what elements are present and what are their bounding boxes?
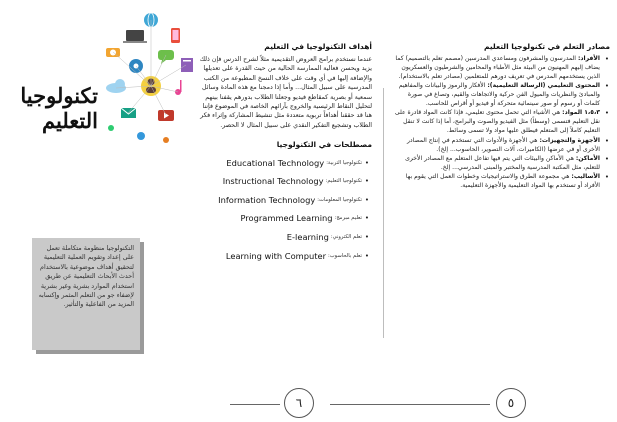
dot-icon [163, 137, 169, 143]
sources-heading: مصادر التعلم في تكنولوجيا التعليم [483, 42, 610, 51]
item-text: هي الأماكن والبيئات التي يتم فيها تفاعل المتعلم مع المصادر الأخرى للتعلم، مثل المكتبة المدرسية والمختبر والمبنى المدرسي... إلخ. [405, 154, 600, 171]
term-item [196, 228, 372, 247]
bullet-icon: • [364, 251, 370, 260]
smartphone-icon [171, 28, 180, 43]
page-number-left: ٦ [284, 388, 314, 418]
term-arabic: تكنولوجيا المعلومات: [317, 196, 362, 203]
list-item [392, 55, 609, 82]
item-text: هي الأجهزة والأدوات التي تستخدم في إنتاج المصادر الأخرى أو في عرضها (الكاميرات، آلات التصوير، الحاسوب... إلخ). [406, 136, 600, 153]
term-english: Programmed Learning [240, 213, 333, 224]
term-english: Information Technology [218, 194, 316, 205]
middle-column [196, 42, 372, 265]
page-number-right: ٥ [496, 388, 526, 418]
term-arabic: تعلم الكتروني: [330, 233, 362, 240]
list-item [392, 109, 609, 136]
bullet-icon: • [604, 55, 609, 63]
bullet-icon: • [364, 177, 370, 186]
item-text: هي الأشياء التي تحمل محتوى تعليمي، فإذا كانت المواد قادرة على نقل التعليم فتسمى (وسطاً) مثل الفيديو والصوت والبرامج، أما إذا كانت لا تنقل التعليم كاملاً إلى المتعلم فيطلق عليها مواد ولا تسمى وسائط. [394, 109, 600, 135]
term-item [196, 172, 372, 191]
bullet-icon: • [364, 232, 370, 241]
term-english: E-learning [286, 231, 329, 242]
bullet-icon: • [604, 109, 609, 118]
item-text: الأفكار والرموز والبيانات والمفاهيم والمبادئ والنظريات والميول الفن حركية والاتجاهات والقيم، وتصاغ في صورة كلمات أو رسوم أو صور سينمائية متحركة أو فيديو أو أقراص للحاسب. [398, 82, 600, 108]
term-arabic: تعلم بالحاسوب: [328, 252, 362, 259]
term-item [196, 209, 372, 228]
footer-rule-left [230, 404, 280, 405]
term-arabic: تكنولوجيا التربية: [326, 159, 362, 166]
term-english: Learning with Computer [225, 250, 327, 261]
bullet-icon: • [604, 82, 609, 91]
item-text: هي مجموعة الطرق والاستراتيجيات وخطوات العمل التي يقوم بها الأفراد أو تستخدم بها المواد التعليمية والأجهزة التعليمية. [405, 173, 600, 190]
term-arabic: تعليم مبرمج: [334, 215, 362, 222]
term-item [196, 190, 372, 209]
dot-icon [137, 132, 145, 140]
term-item [196, 153, 372, 172]
video-icon [158, 110, 174, 121]
dot-icon [108, 125, 114, 131]
item-label: الأماكن: [575, 154, 600, 162]
camera-icon [106, 48, 120, 57]
right-column [392, 42, 610, 192]
book-icon [181, 58, 193, 72]
definition-text: التكنولوجيا منظومة متكاملة تعمل على إعداد وتقويم العملية التعليمية لتحقيق أهداف موضوعية بالاستخدام أحدث الأبحاث التعليمية عن طريق استخدام الموارد بشرية وغير بشرية لإضفاء جو من التعلم المثمر وإكسابه المزيد من الفاعلية والتأثير. [38, 244, 134, 309]
item-label: المحتوى التعليمي (الرسالة التعليمية): [487, 82, 600, 90]
item-label: ١،٥،٣ المواد: [562, 109, 600, 117]
terms-list [196, 153, 372, 265]
list-item [392, 154, 609, 173]
laptop-icon [123, 30, 147, 43]
page-title: تكنولوجيا التعليم [20, 83, 98, 133]
column-divider [383, 88, 384, 338]
bullet-icon: • [364, 195, 370, 204]
list-item [392, 136, 609, 155]
tech-collage-illustration [96, 8, 196, 158]
bullet-icon: • [604, 136, 609, 145]
bullet-icon: • [364, 158, 370, 167]
cloud-icon [106, 79, 126, 93]
bullet-icon: • [604, 173, 609, 182]
bullet-icon: • [604, 154, 609, 163]
item-text: المدرسون والمشرفون ومساعدي المدرسين (مصمم تعلم بالتصميم) كما يضاف إليهم المهنيون من البيئة مثل الأطباء والمحامين والشرطيون والعسكريون الذين يستخدمهم المدرس في تعريف دورهم للمتعلمين (مصادر تعلم بالاستخدام). [395, 55, 600, 80]
goals-heading: أهداف التكنولوجيا في التعليم [264, 42, 372, 51]
bullet-icon: • [364, 214, 370, 223]
list-item [392, 82, 609, 109]
term-english: Instructional Technology [222, 176, 324, 187]
sources-list [392, 55, 610, 191]
term-english: Educational Technology [226, 157, 325, 168]
item-label: الأفراد: [577, 55, 600, 62]
item-label: الأجهزة والتجهيزات: [539, 136, 600, 144]
item-label: الأساليب: [571, 173, 600, 181]
terms-heading: مصطلحات في التكنولوجيا [276, 140, 372, 150]
chat-icon [158, 50, 174, 64]
list-item [392, 173, 609, 191]
term-item [196, 246, 372, 265]
term-arabic: تكنولوجيا التعليم: [325, 178, 362, 185]
footer-rule-right [330, 404, 490, 405]
music-icon [175, 80, 182, 95]
mail-icon [121, 108, 136, 118]
definition-box [32, 238, 140, 350]
goals-paragraph: عندما نستخدم برامج العروض التقديمية مثلاً لشرح الدرس فإن ذلك يزيد ويحسن فعالية الممارسة الحالية من حيث القدرة على تعديلها والإضافة إليها في أي وقت على خلاف النسخ المطبوعة من الكتب المدرسية على سبيل المثال... وأما إذا دمجنا مع هذه المادة وسائل سمعية أو بصرية كمقاطع فيديو وجعلنا الطلاب بدورهم يقفنا بينهم لتحليل النقاط الرئيسية والخروج بآرائهم الخاصة في الموضوع فإننا هنا قد حققنا أهدافاً تربوية متعددة مثل تنشيط المشاركة وإثراء فكر الطلاب وتشجيع التفكير النقدي على سبيل المثال لا الحصر. [199, 56, 372, 129]
left-panel [6, 8, 191, 388]
